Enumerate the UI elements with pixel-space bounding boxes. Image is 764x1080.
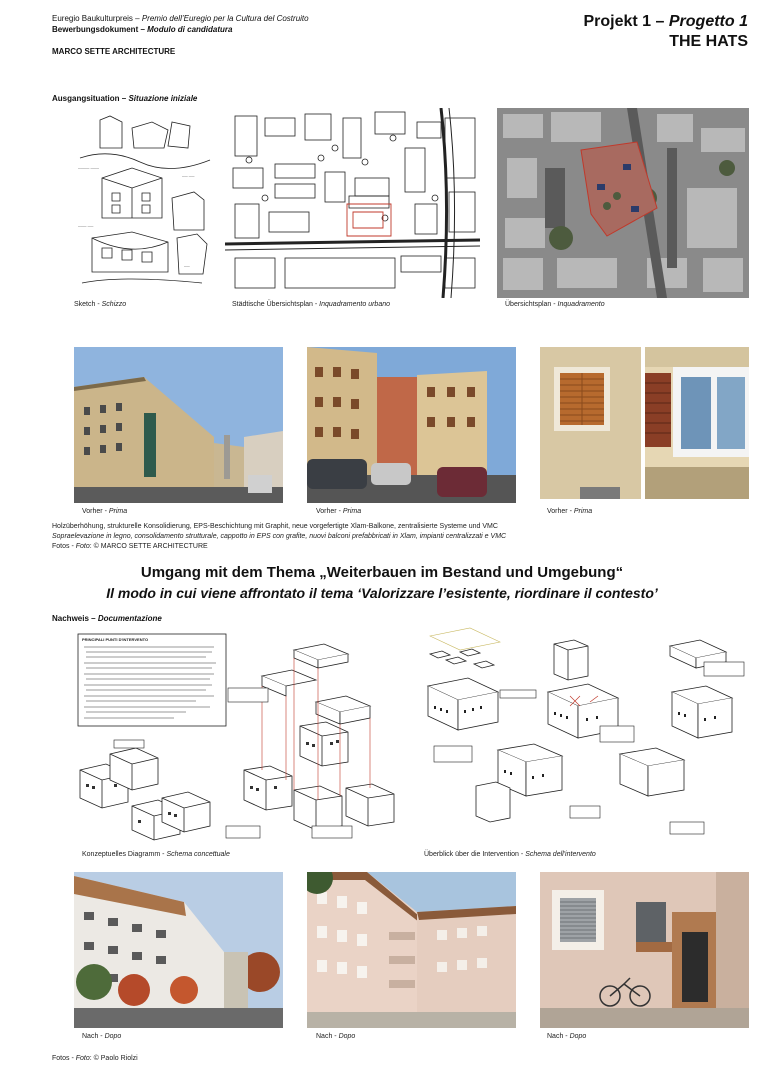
concept-diagram xyxy=(74,630,414,846)
caption-before-2: Vorher - Prima xyxy=(316,508,362,515)
photo-credit-before: Fotos - Foto: © MARCO SETTE ARCHITECTURE xyxy=(52,543,208,550)
svg-text:──── ───: ──── ─── xyxy=(78,166,99,171)
header-line-1: Euregio Baukulturpreis – Premio dell’Euregio per la Cultura del Costruito xyxy=(52,14,309,23)
header-line-2: Bewerbungsdokument – Modulo di candidatura xyxy=(52,25,233,34)
aerial-photo xyxy=(497,108,749,298)
after-photo-3 xyxy=(540,872,749,1028)
theme-title-it: Il modo in cui viene affrontato il tema ‘Valorizzare l’esistente, riordinare il contesto’ xyxy=(106,585,658,601)
before-photo-2 xyxy=(307,347,516,503)
caption-before-3: Vorher - Prima xyxy=(547,508,593,515)
description-de: Holzüberhöhung, strukturelle Konsolidierung, EPS-Beschichtung mit Graphit, neue vorgefertigte Xlam-Balkone, zentralisierte Systeme und VMC xyxy=(52,523,498,530)
project-name: THE HATS xyxy=(669,33,748,50)
svg-text:──: ── xyxy=(184,264,190,269)
after-photo-1 xyxy=(74,872,283,1028)
theme-title-de: Umgang mit dem Thema „Weiterbauen im Bestand und Umgebung“ xyxy=(140,564,624,581)
intervention-diagram xyxy=(420,626,750,846)
caption-concept: Konzeptuelles Diagramm - Schema concettuale xyxy=(82,851,230,858)
photo-credit-after: Fotos - Foto: © Paolo Riolzi xyxy=(52,1055,138,1062)
sketch-image xyxy=(72,108,222,296)
section-title-documentation: Nachweis – Documentazione xyxy=(52,614,162,623)
after-photo-2 xyxy=(307,872,516,1028)
before-photo-4-image xyxy=(645,347,749,499)
concept-box-title: PRINCIPALI PUNTI D'INTERVENTO xyxy=(82,637,149,642)
caption-urban-plan: Städtische Übersichtsplan - Inquadramento urbano xyxy=(232,301,391,308)
caption-after-1: Nach - Dopo xyxy=(82,1033,122,1040)
intervention-diagram-drawing xyxy=(420,626,750,846)
urban-plan-drawing xyxy=(225,108,480,298)
description-it: Sopraelevazione in legno, consolidamento strutturale, cappotto in EPS con grafite, nuovi balconi prefabbricati in Xlam, impianti centralizzati e VMC xyxy=(52,533,507,540)
before-photo-1-image xyxy=(74,347,283,503)
concept-diagram-drawing xyxy=(74,630,414,846)
project-number: Projekt 1 – Progetto 1 xyxy=(583,13,748,30)
after-photo-1-image xyxy=(74,872,283,1028)
before-photo-2-image xyxy=(307,347,516,503)
section-title-initial: Ausgangsituation – Situazione iniziale xyxy=(52,94,198,103)
caption-sketch: Sketch - Schizzo xyxy=(74,301,127,308)
urban-plan-image xyxy=(225,108,480,298)
aerial-photo-image xyxy=(497,108,749,298)
before-photo-1 xyxy=(74,347,283,503)
before-photo-3 xyxy=(540,347,641,499)
project-title xyxy=(583,12,748,52)
svg-text:── ──: ── ── xyxy=(182,174,195,179)
before-photo-3-image xyxy=(540,347,641,499)
caption-aerial: Übersichtsplan - Inquadramento xyxy=(505,301,605,308)
caption-after-2: Nach - Dopo xyxy=(316,1033,356,1040)
caption-after-3: Nach - Dopo xyxy=(547,1033,587,1040)
before-photo-4 xyxy=(645,347,749,499)
office-name: MARCO SETTE ARCHITECTURE xyxy=(52,47,176,56)
sketch-drawing xyxy=(72,108,222,296)
after-photo-2-image xyxy=(307,872,516,1028)
svg-text:─── ──: ─── ── xyxy=(78,224,94,229)
caption-intervention: Überblick über die Intervention - Schema dell'intervento xyxy=(424,851,596,858)
caption-before-1: Vorher - Prima xyxy=(82,508,128,515)
after-photo-3-image xyxy=(540,872,749,1028)
